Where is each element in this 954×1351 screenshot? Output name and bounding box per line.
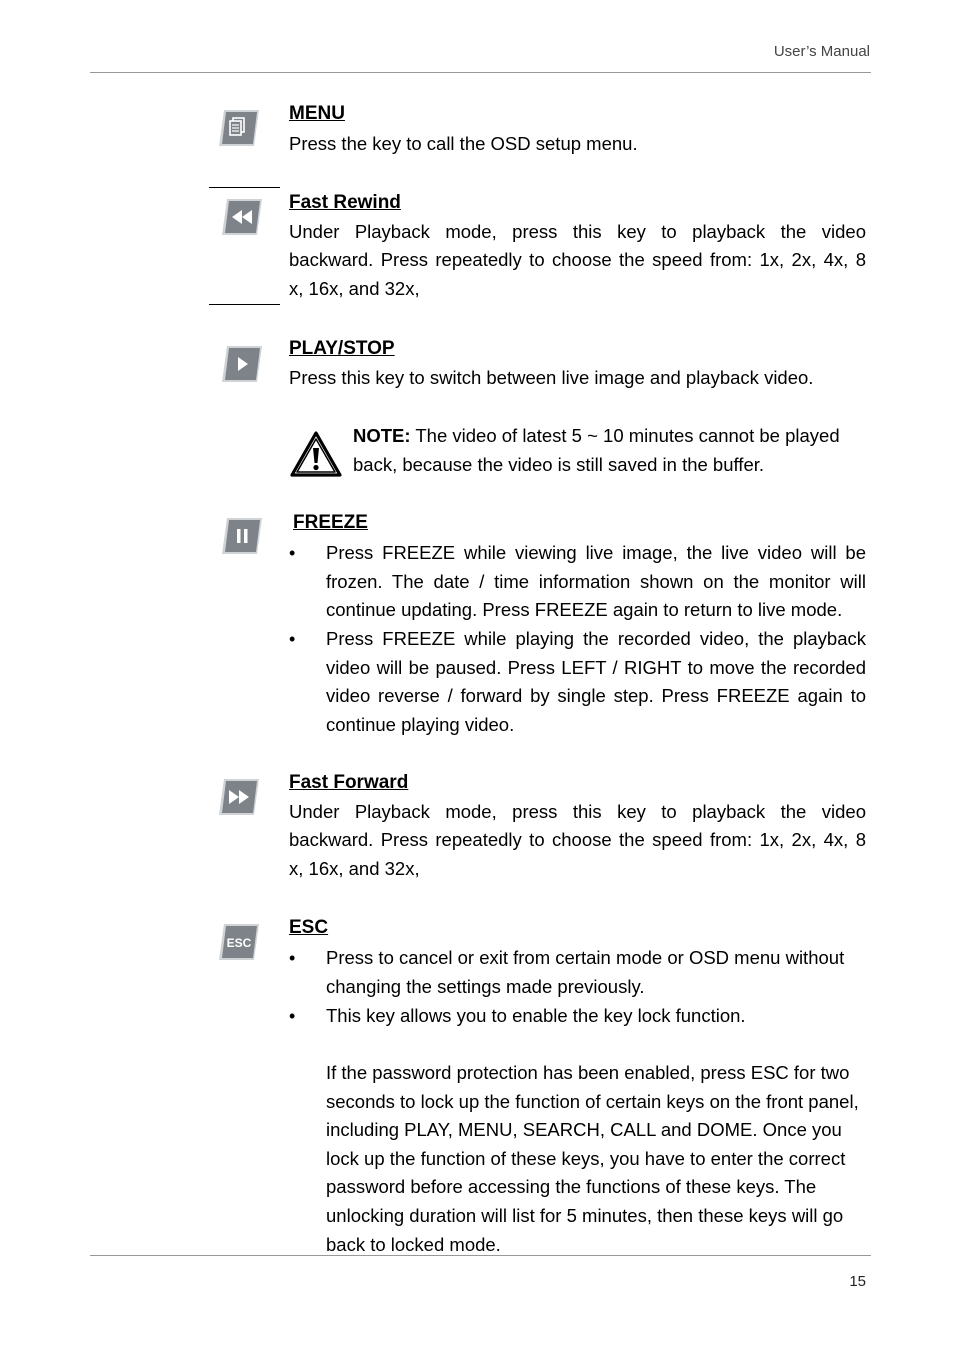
- rewind-line-1: Under Playback mode, press this key to playback the video: [289, 221, 866, 242]
- rewind-title: Fast Rewind: [289, 192, 401, 213]
- freeze-bullet-1: Press FREEZE while viewing live image, the live video will be frozen. The date / time information shown on the monitor will continue updating. Press FREEZE again to return to live mode.: [326, 542, 866, 621]
- header-divider: [90, 72, 871, 73]
- esc-lock-detail: If the password protection has been enabled, press ESC for two seconds to lock up the function of certain keys on the front panel, including PLAY, MENU, SEARCH, CALL and DOME. Once you lock up the function of these keys, you have to enter the correct password before accessing the functions of these keys. The unlocking duration will list for 5 minutes, then these keys will go back to locked mode.: [326, 1062, 859, 1255]
- esc-key-icon: [218, 923, 260, 961]
- freeze-bullet-2: Press FREEZE while playing the recorded video, the playback video will be paused. Press LEFT / RIGHT to move the recorded video reverse / forward by single step. Press FREEZE again to continue playing video.: [326, 628, 866, 735]
- play-stop-description: Press this key to switch between live image and playback video.: [289, 367, 814, 388]
- rewind-bottom-divider: [209, 304, 280, 305]
- menu-title: MENU: [289, 103, 345, 124]
- forward-line-3: x, 16x, and 32x,: [289, 858, 420, 879]
- esc-bullet-2: This key allows you to enable the key lock function.: [326, 1005, 746, 1026]
- esc-bullet-1: Press to cancel or exit from certain mode or OSD menu without changing the settings made previously.: [326, 947, 845, 997]
- freeze-title: FREEZE: [293, 512, 368, 533]
- rewind-line-3: x, 16x, and 32x,: [289, 278, 420, 299]
- pause-key-icon: [221, 517, 263, 555]
- note-label: NOTE:: [353, 425, 411, 446]
- rewind-line-2: backward. Press repeatedly to choose the speed from: 1x, 2x, 4x, 8: [289, 249, 866, 270]
- esc-bullet-2-marker: •: [289, 1006, 296, 1026]
- esc-bullet-1-marker: •: [289, 948, 296, 968]
- note-body: The video of latest 5 ~ 10 minutes cannot be played back, because the video is still saved in the buffer.: [353, 425, 840, 475]
- menu-description: Press the key to call the OSD setup menu.: [289, 133, 638, 154]
- fast-forward-title: Fast Forward: [289, 772, 409, 793]
- freeze-bullet-1-marker: •: [289, 543, 296, 563]
- warning-icon: [290, 430, 342, 478]
- note-text: [353, 422, 866, 479]
- forward-line-1: Under Playback mode, press this key to playback the video: [289, 801, 866, 822]
- footer-divider: [90, 1255, 871, 1256]
- rewind-key-icon: [221, 198, 263, 236]
- running-header: User’s Manual: [773, 43, 870, 60]
- esc-title: ESC: [289, 917, 329, 938]
- rewind-top-divider: [209, 187, 280, 188]
- forward-line-2: backward. Press repeatedly to choose the speed from: 1x, 2x, 4x, 8: [289, 829, 866, 850]
- play-key-icon: [221, 345, 263, 383]
- esc-key-label: ESC: [226, 936, 252, 950]
- play-stop-title: PLAY/STOP: [289, 338, 395, 359]
- page-number: 15: [849, 1273, 866, 1290]
- menu-key-icon: [218, 109, 260, 147]
- fast-forward-key-icon: [218, 778, 260, 816]
- freeze-bullet-2-marker: •: [289, 629, 296, 649]
